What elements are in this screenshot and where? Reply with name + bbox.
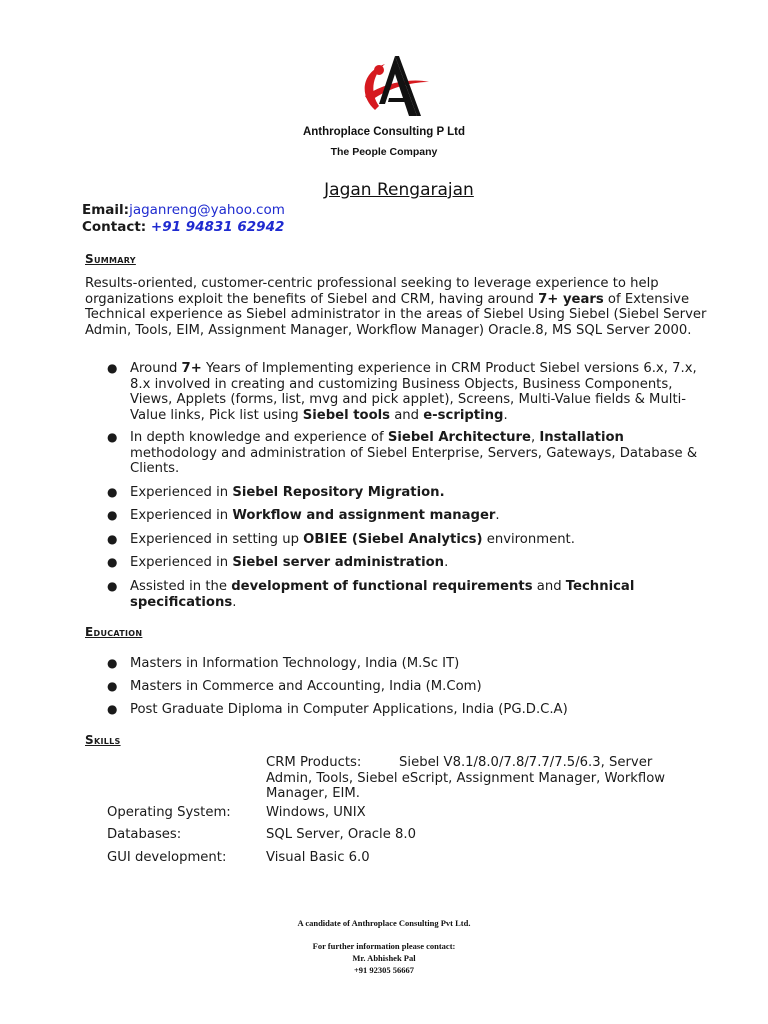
skills-heading: Skills xyxy=(85,733,121,747)
summary-bullet-text xyxy=(130,579,715,610)
summary-bullet-text xyxy=(130,430,715,477)
company-tagline: The People Company xyxy=(330,146,438,158)
bullet-bold-segment: Installation xyxy=(539,430,624,445)
bullet-bold-segment: OBIEE (Siebel Analytics) xyxy=(303,532,483,547)
bullet-text-segment: Experienced in xyxy=(130,485,233,500)
bullet-bold-segment: Siebel server administration xyxy=(232,555,445,570)
summary-years: 7+ years xyxy=(538,291,604,307)
skill-label: GUI development: xyxy=(107,850,227,865)
bullet-text-segment: In depth knowledge and experience of xyxy=(130,430,388,445)
skill-value: SQL Server, Oracle 8.0 xyxy=(266,827,416,842)
bullet-text-segment: and xyxy=(390,407,424,423)
bullet-text-segment: environment. xyxy=(482,532,575,547)
bullet-dot-icon: ● xyxy=(107,656,118,670)
summary-bullet-item xyxy=(107,579,715,610)
bullet-bold-segment: Siebel Architecture xyxy=(387,430,531,445)
bullet-text-segment: Experienced in xyxy=(130,555,233,570)
summary-paragraph xyxy=(85,276,715,338)
summary-bullet-text xyxy=(130,555,715,571)
skill-value: Windows, UNIX xyxy=(266,805,366,820)
bullet-text-segment: . xyxy=(232,594,237,610)
bullet-dot-icon: ● xyxy=(107,508,118,522)
email-line xyxy=(82,202,285,218)
bullet-text-segment: Assisted in the xyxy=(130,579,232,594)
bullet-text-segment: methodology and administration of Siebel Enterprise, Servers, Gateways, Database & Clients. xyxy=(130,445,698,477)
bullet-dot-icon: ● xyxy=(107,702,118,716)
bullet-dot-icon: ● xyxy=(107,430,118,444)
skill-label: Operating System: xyxy=(107,805,231,820)
bullet-bold-segment: 7+ xyxy=(181,361,202,376)
bullet-text-segment: Experienced in xyxy=(130,508,233,523)
bullet-dot-icon: ● xyxy=(107,679,118,693)
bullet-text-segment: Around xyxy=(130,361,182,376)
education-item-text: Masters in Commerce and Accounting, India (M.Com) xyxy=(130,679,482,694)
summary-heading: Summary xyxy=(85,252,136,266)
bullet-text-segment: , xyxy=(531,430,540,445)
summary-text-a: Results-oriented, customer-centric professional seeking to leverage experience to help organizations exploit the benefits of Siebel and CRM, having around xyxy=(85,276,659,307)
bullet-bold-segment: Siebel tools xyxy=(302,407,391,423)
summary-bullet-text xyxy=(130,532,715,548)
contact-line xyxy=(82,219,284,235)
bullet-text-segment: . xyxy=(503,407,508,423)
summary-bullet-text xyxy=(130,485,715,501)
bullet-bold-segment: e-scripting xyxy=(423,407,504,423)
education-item-text: Masters in Information Technology, India (M.Sc IT) xyxy=(130,656,460,671)
bullet-dot-icon: ● xyxy=(107,485,118,499)
bullet-bold-segment: Workflow and assignment manager xyxy=(232,508,496,523)
bullet-text-segment: and xyxy=(532,579,566,594)
email-link[interactable]: jaganreng@yahoo.com xyxy=(129,202,285,218)
footer-contact-note: For further information please contact: xyxy=(312,941,456,951)
company-name: Anthroplace Consulting P Ltd xyxy=(302,126,466,138)
company-logo-icon xyxy=(355,52,435,124)
bullet-bold-segment: development of functional requirements xyxy=(231,579,533,594)
contact-label: Contact: xyxy=(82,219,147,235)
footer-contact-name: Mr. Abhishek Pal xyxy=(352,953,416,963)
summary-bullet-item xyxy=(107,555,715,571)
summary-bullet-item xyxy=(107,430,715,477)
bullet-dot-icon: ● xyxy=(107,361,118,375)
education-item xyxy=(107,702,715,718)
education-item-text: Post Graduate Diploma in Computer Applications, India (PG.D.C.A) xyxy=(130,702,568,717)
bullet-bold-segment: Technical specifications xyxy=(130,579,635,610)
education-heading: Education xyxy=(85,625,143,639)
summary-bullet-item xyxy=(107,485,715,501)
footer-contact-phone: +91 92305 56667 xyxy=(353,965,415,975)
bullet-dot-icon: ● xyxy=(107,555,118,569)
summary-bullet-item xyxy=(107,361,715,423)
summary-bullet-text xyxy=(130,361,715,423)
bullet-text-segment: . xyxy=(444,555,449,570)
candidate-name: Jagan Rengarajan xyxy=(324,180,474,200)
summary-bullet-text xyxy=(130,508,715,524)
skill-value: CRM Products: Siebel V8.1/8.0/7.8/7.7/7.5/6.3, Server Admin, Tools, Siebel eScript, Assignment Manager, Workflow Manager, EIM. xyxy=(266,755,670,802)
summary-bullet-item xyxy=(107,532,715,548)
phone-link[interactable]: +91 94831 62942 xyxy=(150,219,285,235)
bullet-text-segment: Experienced in setting up xyxy=(130,532,304,547)
footer-candidate-of: A candidate of Anthroplace Consulting Pvt Ltd. xyxy=(297,918,471,928)
skill-label: Databases: xyxy=(107,827,182,842)
summary-text-c: of Extensive Technical experience as Siebel administrator in the areas of Siebel Using Siebel (Siebel Server Admin, Tools, EIM, Assignment Manager, Workflow Manager) Oracle.8, MS SQL Server 2000. xyxy=(85,291,707,338)
bullet-text-segment: Years of Implementing experience in CRM Product Siebel versions 6.x, 7.x, 8.x involved in creating and customizing Business Objects, Business Components, Views, Applets (forms, list, mvg and pick applet), Screens, Multi-Value fields & Multi-Value links, Pick list using xyxy=(130,361,697,423)
education-item xyxy=(107,656,715,672)
education-item xyxy=(107,679,715,695)
skill-value: Visual Basic 6.0 xyxy=(266,850,370,865)
bullet-text-segment: . xyxy=(495,508,500,523)
bullet-bold-segment: Siebel Repository Migration. xyxy=(232,485,445,500)
email-label: Email: xyxy=(82,202,130,218)
bullet-dot-icon: ● xyxy=(107,579,118,593)
summary-bullet-item xyxy=(107,508,715,524)
bullet-dot-icon: ● xyxy=(107,532,118,546)
